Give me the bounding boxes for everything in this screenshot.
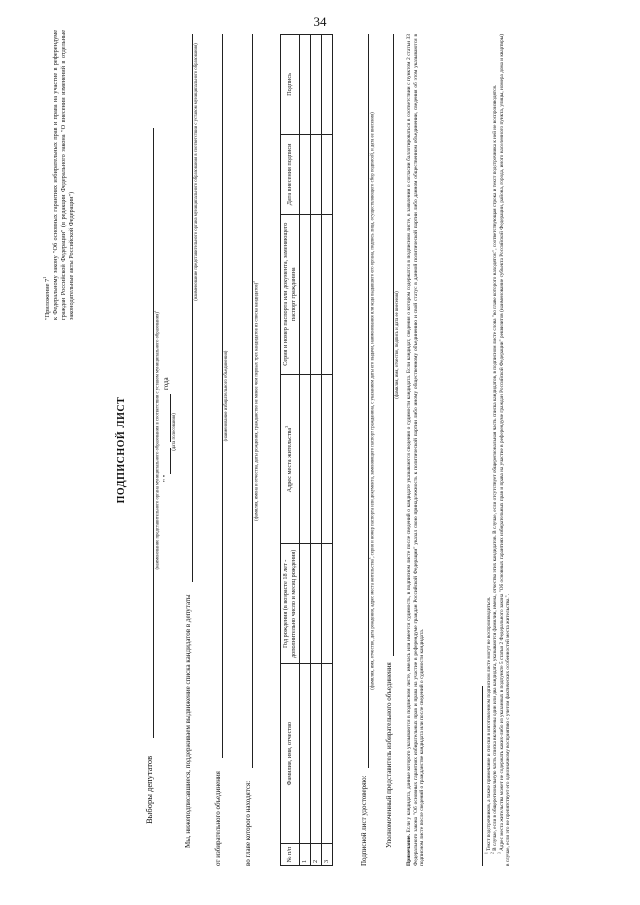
table-row <box>299 35 310 866</box>
header-address: Адрес места жительства$^3$ <box>281 374 300 544</box>
note-text: Если у кандидата, данные которого указываются в подписном листе, имелась или имеется судимость, в подписном листе после сведений о кандидате указываются сведения о судимости кандидата. Если кандидат, сведения о котором содержатся в подписном листе, в заявлении о согласии баллотироваться в соответствии с пунктом 2 статьи 33 Федерального закона "Об основных гарантиях избирательных прав и права на участие в референдуме граждан Российской Федерации" указал свою принадлежность к политической партии либо иному общественному объединению и свой статус в данной политической партии либо данном общественном объединении, сведения об этом указываются в подписном листе после сведений о гражданстве кандидата или после сведений о судимости кандидата. <box>406 34 426 866</box>
row-number: 1 <box>299 844 310 866</box>
table-header-row <box>281 35 300 866</box>
elections-line <box>153 128 154 738</box>
header-full-name: Фамилия, имя, отчество <box>281 664 300 844</box>
cell-birth-year[interactable] <box>310 544 321 664</box>
appendix-heading <box>41 30 75 320</box>
date-quote: " " <box>162 474 170 482</box>
appendix-title: "Приложение 7 <box>44 278 51 320</box>
cell-date[interactable] <box>321 134 332 214</box>
cell-full-name[interactable] <box>299 664 310 844</box>
note-label: Примечание. <box>406 834 412 866</box>
footnote-2: $^2$ В случае, если в общерегиональную часть списка включены один или два кандидата, указываются фамилии, имена, отчества этих кандидатов. В случае, если отсутствует общерегиональная часть списка кандидатов, в подписном листе слова "во главе которого находятся:", соответствующая строка и текст подстрочника к ней не воспроизводятся. <box>490 84 499 854</box>
support-text: Мы, нижеподписавшиеся, поддерживаем выдвижение списка кандидатов в депутаты <box>184 594 192 848</box>
cell-full-name[interactable] <box>310 664 321 844</box>
row-number: 3 <box>321 844 332 866</box>
certified-caption: (фамилия, имя, отчество, дата рождения, адрес места жительства$^3$, серия и номер паспорта или документа, заменяющего паспорт гражданина, с указанием даты его выдачи, наименования или кода выдавшего его органа, подпись лица, осуществляющего сбор подписей, и дата ее внесения) <box>368 112 376 690</box>
association-label: от избирательного объединения <box>214 771 222 866</box>
cell-passport[interactable] <box>321 214 332 374</box>
rotated-signature-sheet <box>41 30 604 870</box>
appendix-text: к Федеральному закону "Об основных гарантиях избирательных прав и права на участие в референдуме граждан Российской Федерации" (в редакции Федерального закона "О внесении изменений в отдельные законодательные акты Российской Федерации") <box>51 30 75 320</box>
year-label: года <box>162 377 170 390</box>
table-row <box>310 35 321 866</box>
header-passport: Серия и номер паспорта или документа, заменяющего паспорт гражданина <box>281 214 300 374</box>
representative-caption: (фамилия, имя, отчество, подпись и дата ее внесения) <box>395 291 400 399</box>
head-line-caption: (фамилия, имена и отчества, даты рождения, гражданство не менее чем первых трех кандидатов из списка кандидатов)$^2$ <box>252 281 260 521</box>
cell-date[interactable] <box>310 134 321 214</box>
representative-label: Уполномоченный представитель избирательного объединения <box>385 662 393 848</box>
note <box>406 34 426 866</box>
cell-passport[interactable] <box>310 214 321 374</box>
cell-birth-year[interactable] <box>321 544 332 664</box>
table-row <box>321 35 332 866</box>
certified-label: Подписной лист удостоверяю: <box>360 775 368 866</box>
elections-caption: (наименование представительного органа муниципального образования в соответствии с уставом муниципального образования)$^1$ <box>153 310 161 570</box>
support-caption: (наименование представительного органа муниципального образования в соответствии с уставом муниципального образования) <box>194 43 199 301</box>
cell-address[interactable] <box>299 374 310 544</box>
footnotes <box>486 34 511 866</box>
cell-date[interactable] <box>299 134 310 214</box>
date-day-line <box>170 448 171 474</box>
cell-address[interactable] <box>321 374 332 544</box>
header-date: Дата внесения подписи <box>281 134 300 214</box>
footnote-divider <box>482 686 483 866</box>
sheet-title: ПОДПИСНОЙ ЛИСТ <box>116 396 127 504</box>
row-number: 2 <box>310 844 321 866</box>
cell-address[interactable] <box>310 374 321 544</box>
date-month-line <box>170 394 171 442</box>
header-birth-year: Год рождения (в возрасте 18 лет - дополнительно число и месяц рождения) <box>281 544 300 664</box>
elections-label: Выборы депутатов <box>144 755 154 824</box>
date-caption: (дата голосования) <box>172 413 177 451</box>
cell-birth-year[interactable] <box>299 544 310 664</box>
representative-line <box>393 34 394 656</box>
header-number: № п/п <box>281 844 300 866</box>
cell-full-name[interactable] <box>321 664 332 844</box>
header-signature: Подпись <box>281 35 300 135</box>
support-line <box>192 34 193 582</box>
cell-passport[interactable] <box>299 214 310 374</box>
footnote-1: $^1$ Текст подстрочников, а также примечание и сноски в изготовленном подписном листе могут не воспроизводиться. <box>484 596 492 854</box>
association-caption: (наименование избирательного объединения) <box>224 350 229 442</box>
certified-line <box>368 34 369 768</box>
signature-table <box>280 34 333 866</box>
appendix-title-sup: 1 <box>41 276 47 279</box>
cell-signature[interactable] <box>321 35 332 135</box>
association-line <box>222 34 223 758</box>
head-line <box>252 34 253 768</box>
cell-signature[interactable] <box>299 35 310 135</box>
page-number: 34 <box>313 14 327 29</box>
head-line-label: во главе которого находятся: <box>244 780 252 866</box>
footnote-3: $^3$ Адрес места жительства может не содержать каких-либо из указанных в подпункте 5 статьи 2 Федерального закона "Об основных гарантиях избирательных прав и права на участие в референдуме граждан Российской Федерации" реквизитов (наименование субъекта Российской Федерации, района, города, иного населенного пункта, улицы, номера дома и квартиры) в случае, если это не препятствует его однозначному восприятию с учетом фактических особенностей места жительства.". <box>496 34 512 866</box>
cell-signature[interactable] <box>310 35 321 135</box>
